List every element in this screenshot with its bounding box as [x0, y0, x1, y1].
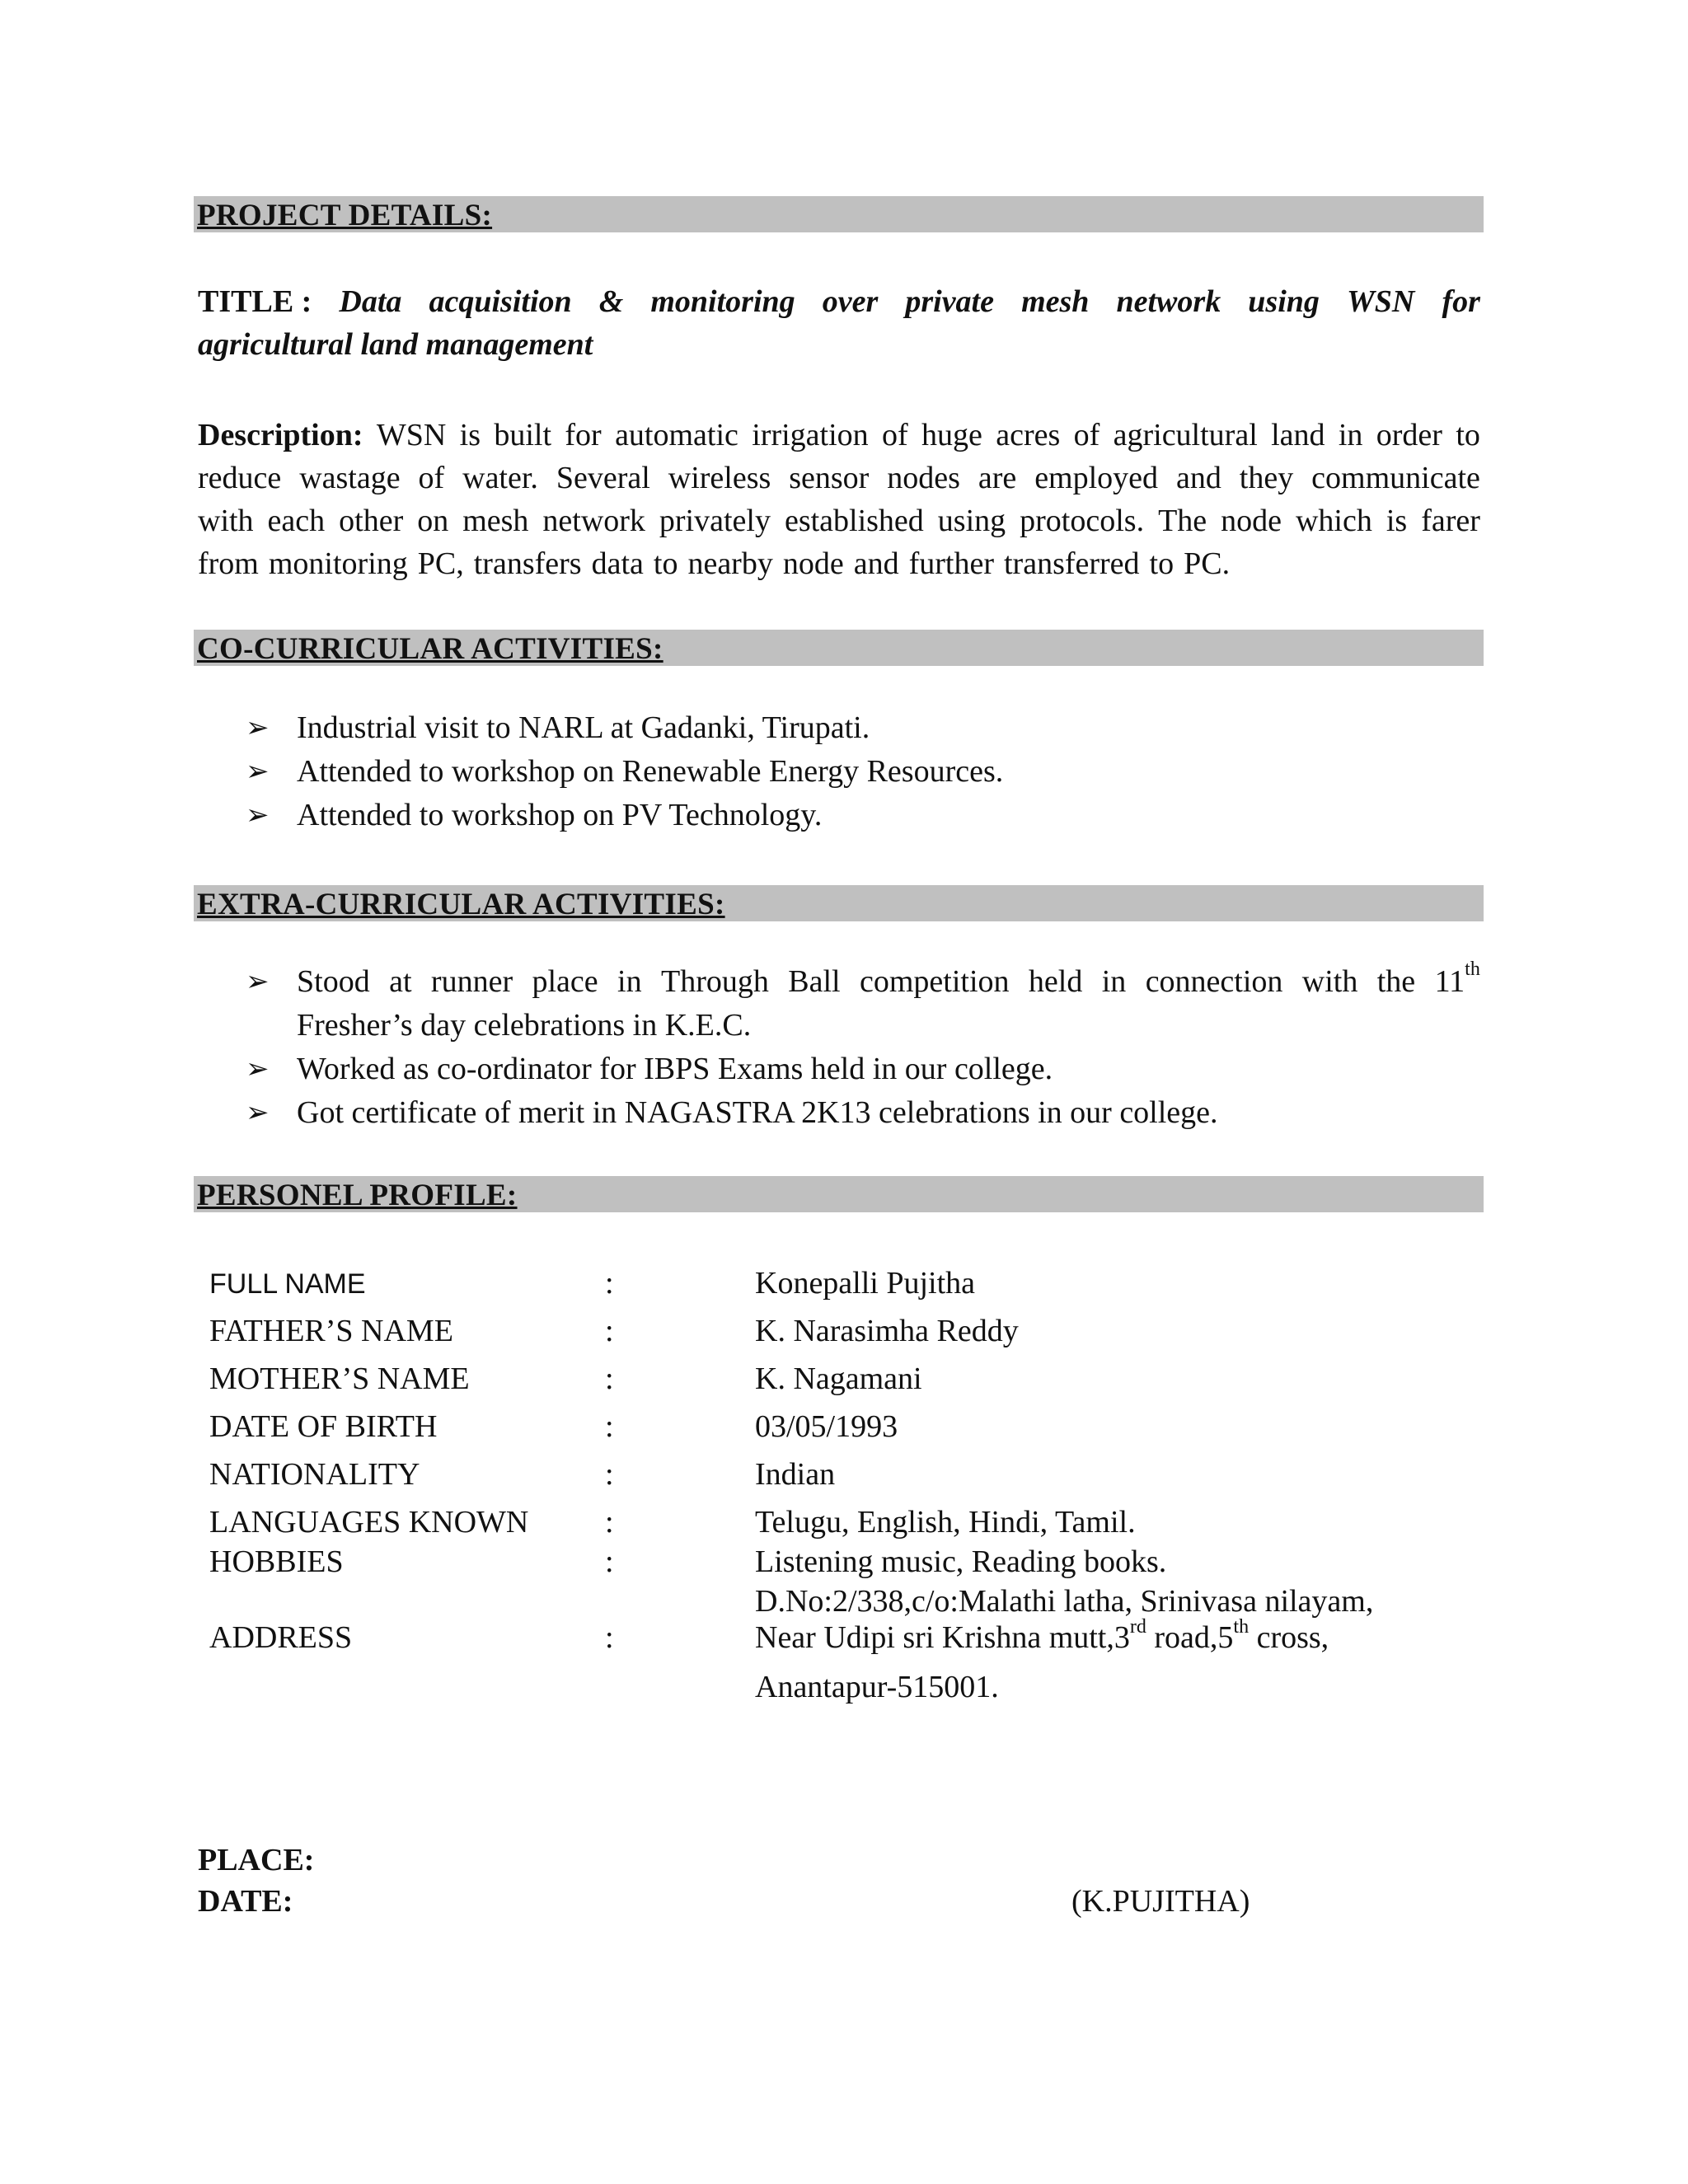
list-item [239, 960, 1480, 1047]
address-line3-row [209, 1669, 1446, 1717]
colon: : [605, 1266, 614, 1301]
description-word: which [1295, 504, 1372, 538]
title-word: using [1248, 284, 1320, 319]
arrow-bullet-icon: ➢ [246, 965, 270, 998]
description-word: huge [921, 418, 982, 452]
description-word: on [417, 504, 449, 538]
description-word: with [198, 504, 254, 538]
description-line [198, 499, 1480, 542]
title-word: Data [339, 284, 402, 319]
extra-item1-line2: Fresher’s day celebrations in K.E.C. [297, 1008, 752, 1043]
description-word: The [1158, 504, 1207, 538]
extra-word: in [1101, 964, 1127, 999]
description-word: for [565, 418, 602, 452]
description-word: order [1376, 418, 1442, 452]
project-details-heading: PROJECT DETAILS: [197, 199, 493, 232]
profile-value: K. Nagamani [755, 1361, 922, 1396]
description-line [198, 414, 1480, 457]
description-word: land [1271, 418, 1325, 452]
description-word: from [198, 546, 259, 581]
arrow-bullet-icon: ➢ [246, 711, 270, 744]
extra-item1-line1 [297, 960, 1480, 1004]
description-word: of [1073, 418, 1100, 452]
extra-word: Stood [297, 964, 370, 999]
colon: : [605, 1620, 614, 1655]
description-line [198, 542, 1480, 585]
description-word: wireless [668, 461, 771, 495]
profile-key: DATE OF BIRTH [209, 1409, 438, 1444]
ordinal: 11th [1434, 958, 1480, 999]
description-word: wastage [299, 461, 401, 495]
project-description [198, 414, 1480, 585]
colon: : [605, 1361, 614, 1396]
project-title-line1 [198, 280, 1480, 323]
extra-word: competition [859, 964, 1010, 999]
description-word: network [542, 504, 645, 538]
profile-value: Telugu, English, Hindi, Tamil. [755, 1505, 1136, 1540]
description-word: WSN [376, 418, 447, 452]
profile-key: FULL NAME [209, 1268, 366, 1300]
extra-curricular-heading: EXTRA-CURRICULAR ACTIVITIES: [197, 888, 725, 921]
description-word: communicate [1311, 461, 1480, 495]
description-word: water. [462, 461, 538, 495]
title-word: network [1116, 284, 1221, 319]
extra-word: at [389, 964, 412, 999]
description-word: are [978, 461, 1017, 495]
profile-row [209, 1456, 1446, 1504]
title-word: mesh [1021, 284, 1090, 319]
profile-key: NATIONALITY [209, 1457, 420, 1492]
description-label: Description: [198, 418, 363, 452]
list-item: ➢ Got certificate of merit in NAGASTRA 2K13 celebrations in our college. [239, 1091, 1480, 1135]
title-label: TITLE : [198, 284, 312, 319]
description-word: protocols. [1020, 504, 1145, 538]
profile-row [209, 1265, 1446, 1313]
description-word: farer [1421, 504, 1480, 538]
project-title-line2: agricultural land management [198, 327, 593, 362]
extra-word: runner [430, 964, 513, 999]
description-word: is [459, 418, 481, 452]
title-word: monitoring [650, 284, 795, 319]
extra-word: held [1028, 964, 1083, 999]
address-line1: D.No:2/338,c/o:Malathi latha, Srinivasa nilayam, [755, 1584, 1374, 1619]
profile-value: Listening music, Reading books. [755, 1544, 1167, 1579]
description-word: node [782, 546, 844, 581]
extra-word: with [1301, 964, 1358, 999]
signature: (K.PUJITHA) [1071, 1884, 1250, 1919]
list-item: ➢ Worked as co-ordinator for IBPS Exams held in our college. [239, 1047, 1480, 1091]
description-word: PC. [1184, 546, 1231, 581]
description-word: monitoring [268, 546, 408, 581]
profile-row [209, 1504, 1446, 1544]
profile-row [209, 1313, 1446, 1361]
description-word: PC, [417, 546, 464, 581]
extra-word: the [1376, 964, 1416, 999]
title-word: & [598, 284, 624, 319]
profile-value: K. Narasimha Reddy [755, 1314, 1019, 1348]
title-word: WSN [1346, 284, 1415, 319]
title-word: for [1442, 284, 1480, 319]
description-word: they [1239, 461, 1294, 495]
colon: : [605, 1314, 614, 1348]
arrow-bullet-icon: ➢ [246, 799, 270, 832]
description-word: irrigation [752, 418, 869, 452]
description-word: is [1386, 504, 1408, 538]
description-word: each [267, 504, 326, 538]
profile-value: 03/05/1993 [755, 1409, 898, 1444]
colon: : [605, 1457, 614, 1492]
profile-value: Konepalli Pujitha [755, 1266, 976, 1301]
description-word: automatic [615, 418, 738, 452]
colon: : [605, 1409, 614, 1444]
description-word: nodes [887, 461, 960, 495]
co-curricular-list [239, 706, 1480, 837]
address-line2: Near Udipi sri Krishna mutt,3rd road,5th cross, [755, 1616, 1329, 1655]
description-word: privately [659, 504, 771, 538]
colon: : [605, 1544, 614, 1579]
place-label: PLACE: [198, 1843, 315, 1877]
personal-profile-heading: PERSONEL PROFILE: [197, 1179, 518, 1212]
description-word: acres [996, 418, 1061, 452]
description-word: of [418, 461, 445, 495]
profile-key: ADDRESS [209, 1620, 353, 1655]
extra-word: place [532, 964, 598, 999]
description-word: nearby [687, 546, 773, 581]
arrow-bullet-icon: ➢ [246, 755, 270, 788]
extra-curricular-list [239, 960, 1480, 1135]
personal-profile-header [194, 1176, 1484, 1212]
description-word: data [591, 546, 644, 581]
list-item: ➢ Attended to workshop on PV Technology. [239, 794, 1480, 837]
profile-key: LANGUAGES KNOWN [209, 1505, 529, 1540]
description-word: transfers [473, 546, 582, 581]
profile-key: HOBBIES [209, 1544, 344, 1579]
description-word: and [1175, 461, 1221, 495]
description-line [198, 457, 1480, 499]
arrow-bullet-icon: ➢ [246, 1052, 270, 1085]
profile-key: MOTHER’S NAME [209, 1361, 470, 1396]
description-word: sensor [789, 461, 870, 495]
extra-curricular-header [194, 885, 1484, 921]
description-word: transferred [1003, 546, 1140, 581]
address-line3: Anantapur-515001. [755, 1670, 999, 1704]
date-label: DATE: [198, 1884, 293, 1919]
project-title [198, 280, 1480, 366]
description-word: employed [1034, 461, 1159, 495]
title-word: acquisition [429, 284, 572, 319]
co-curricular-heading: CO-CURRICULAR ACTIVITIES: [197, 632, 663, 666]
profile-row [209, 1544, 1446, 1583]
description-word: to [653, 546, 678, 581]
description-word: and [853, 546, 899, 581]
profile-row [209, 1361, 1446, 1408]
co-curricular-header [194, 630, 1484, 666]
extra-word: in [617, 964, 642, 999]
description-word: reduce [198, 461, 282, 495]
description-word: node [1221, 504, 1282, 538]
list-item: ➢ Attended to workshop on Renewable Energy Resources. [239, 750, 1480, 794]
description-word: Several [556, 461, 650, 495]
title-word: private [905, 284, 994, 319]
project-details-header [194, 196, 1484, 232]
description-word: of [882, 418, 908, 452]
profile-value: Indian [755, 1457, 836, 1492]
address-line1-row [209, 1583, 1446, 1619]
title-word: over [822, 284, 879, 319]
description-word: further [908, 546, 994, 581]
description-word: built [494, 418, 552, 452]
list-item: ➢ Industrial visit to NARL at Gadanki, Tirupati. [239, 706, 1480, 750]
description-word: to [1456, 418, 1480, 452]
description-word: agricultural [1113, 418, 1258, 452]
arrow-bullet-icon: ➢ [246, 1096, 270, 1129]
description-word: other [339, 504, 404, 538]
colon: : [605, 1505, 614, 1540]
description-word: mesh [462, 504, 529, 538]
extra-word: Ball [788, 964, 841, 999]
extra-word: Through [661, 964, 769, 999]
description-word: in [1338, 418, 1363, 452]
personal-profile-table [209, 1265, 1446, 1717]
profile-key: FATHER’S NAME [209, 1314, 453, 1348]
description-word: using [937, 504, 1006, 538]
description-word: to [1149, 546, 1175, 581]
address-row [209, 1616, 1446, 1669]
extra-word: connection [1145, 964, 1283, 999]
description-word: established [784, 504, 924, 538]
profile-row [209, 1408, 1446, 1456]
